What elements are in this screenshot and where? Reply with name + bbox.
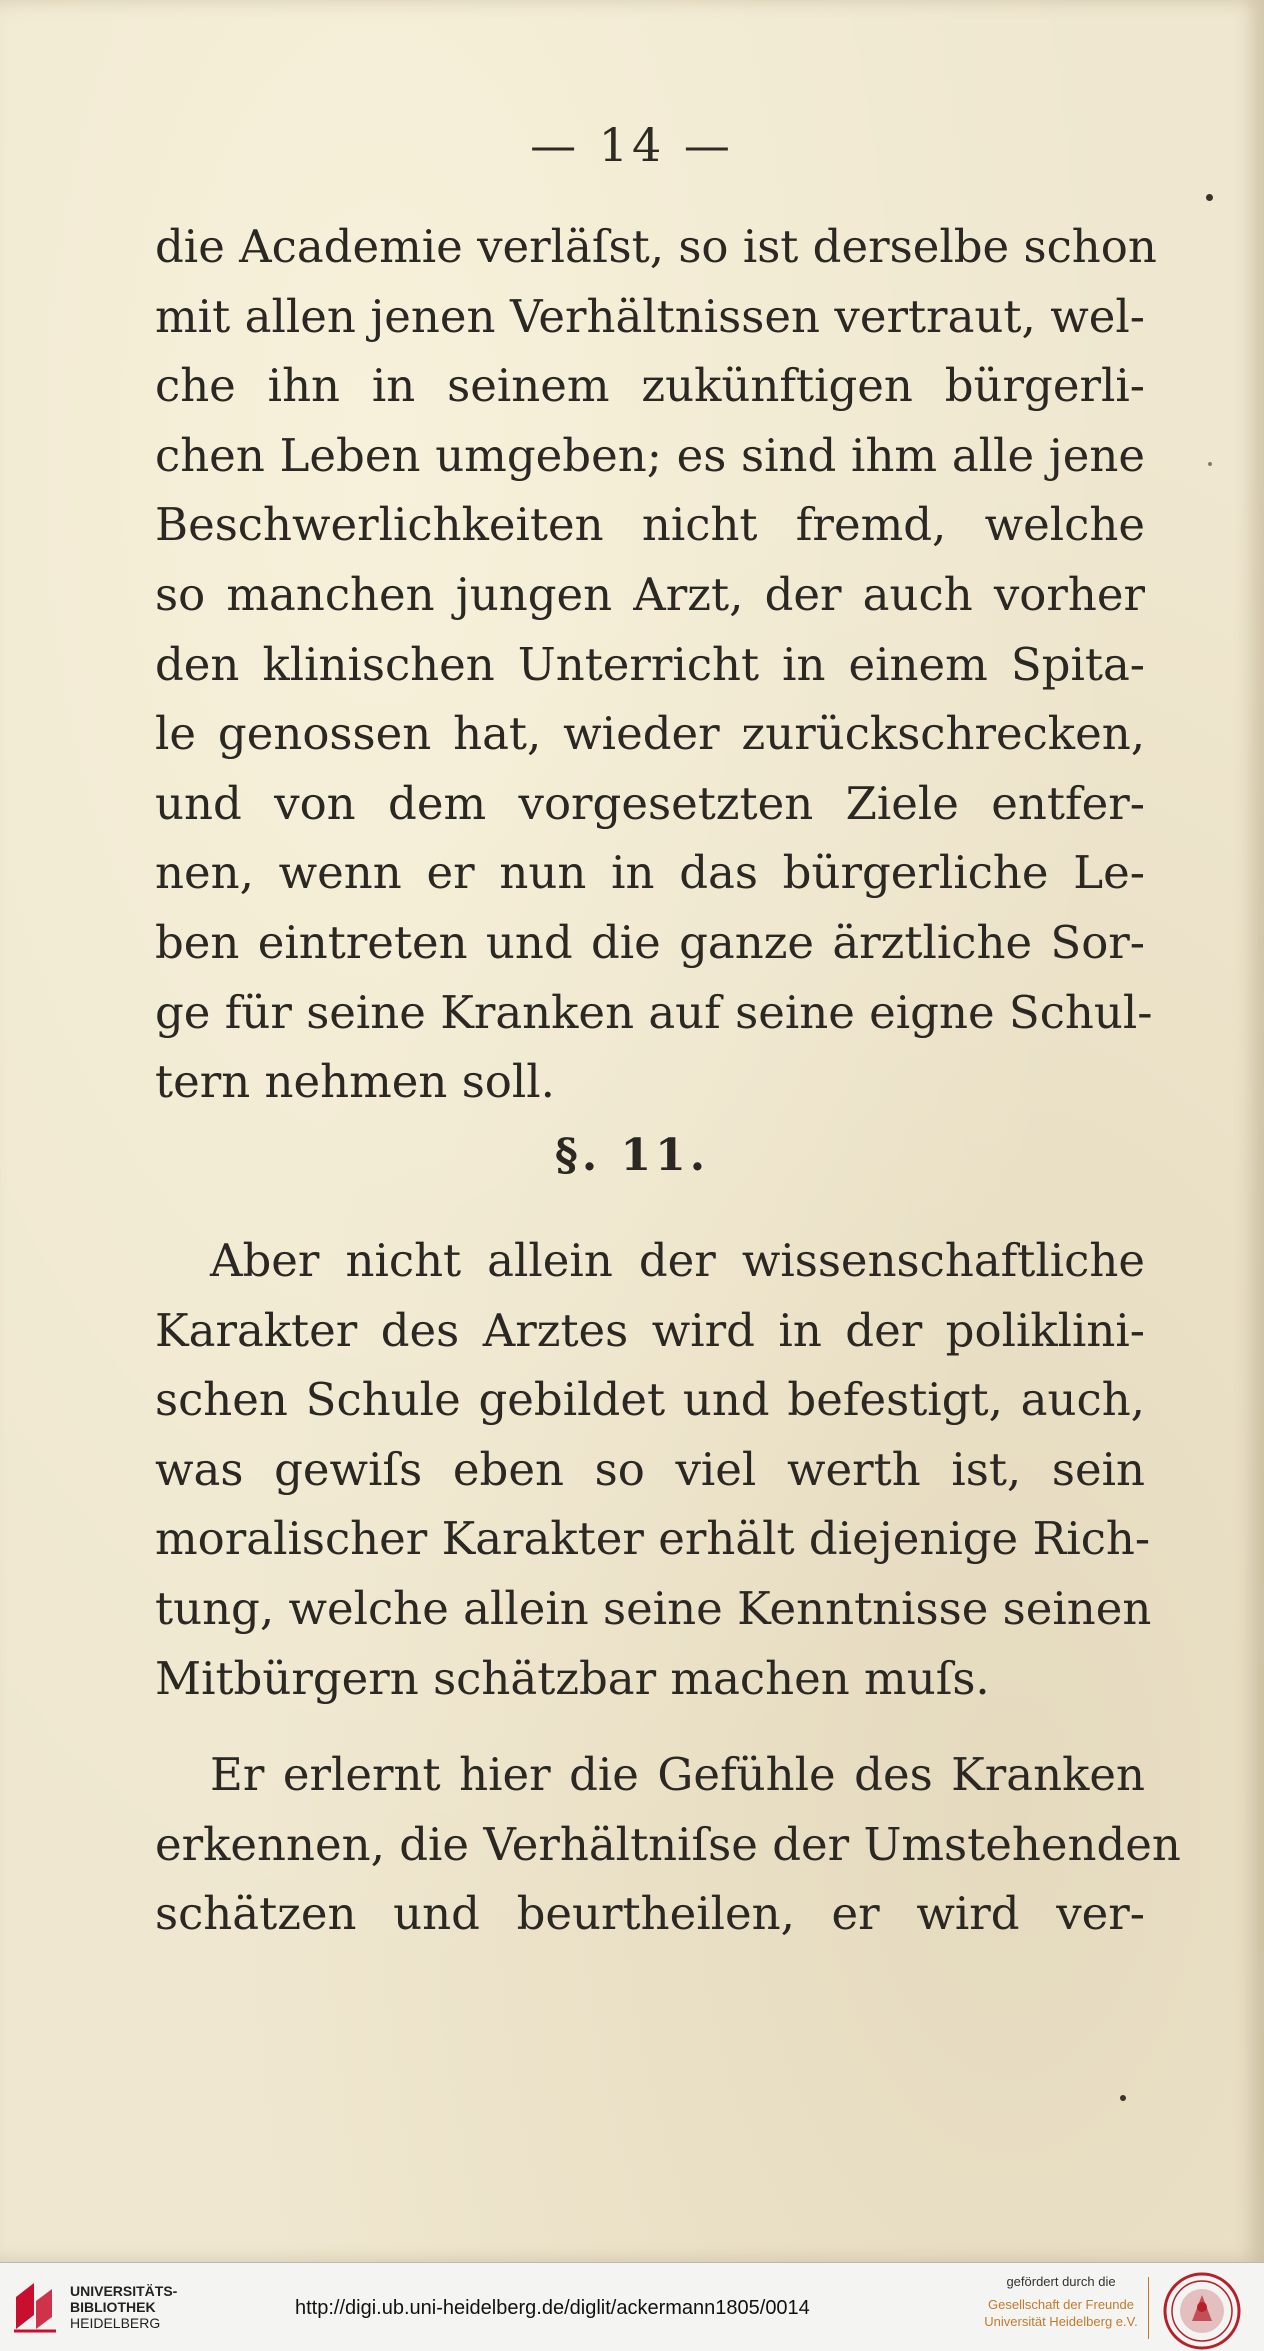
text-line: und von dem vorgesetzten Ziele entfer- (155, 776, 1145, 830)
text-line: den klinischen Unterricht in einem Spita- (155, 637, 1145, 691)
text-line: chen Leben umgeben; es sind ihm alle jene (155, 428, 1145, 482)
text-line: tern nehmen soll. (155, 1055, 555, 1109)
text-line: mit allen jenen Verhältnissen vertraut, wel- (155, 289, 1145, 343)
university-seal-icon (1162, 2271, 1242, 2351)
text-line: le genossen hat, wieder zurückschrecken, (155, 707, 1145, 761)
paragraph-2 (155, 1226, 1152, 1713)
library-logo-icon (12, 2279, 66, 2335)
text-line: moralischer Karakter erhält diejenige Rich- (155, 1512, 1151, 1566)
text-line: nen, wenn er nun in das bürgerliche Le- (155, 846, 1145, 900)
funding-credit (976, 2273, 1146, 2330)
text-line: Karakter des Arztes wird in der poliklini- (155, 1303, 1145, 1357)
library-name-line: BIBLIOTHEK (70, 2299, 156, 2315)
text-line: tung, welche allein seine Kenntnisse seinen (155, 1581, 1152, 1635)
text-line: ge für seine Kranken auf seine eigne Schul- (155, 985, 1153, 1039)
funding-org-line: Gesellschaft der Freunde (988, 2297, 1134, 2312)
section-heading: §. 11. (554, 1130, 710, 1181)
page-number: — 14 — (530, 118, 734, 172)
library-name (70, 2283, 177, 2331)
ink-speck (1120, 2095, 1126, 2101)
paragraph-1 (155, 212, 1157, 1117)
divider (1148, 2277, 1149, 2339)
funding-org-line: Universität Heidelberg e.V. (984, 2314, 1138, 2329)
document-url-link[interactable]: http://digi.ub.uni-heidelberg.de/diglit/ackermann1805/0014 (295, 2297, 810, 2319)
paragraph-3 (155, 1740, 1181, 1949)
library-name-line: HEIDELBERG (70, 2315, 161, 2331)
library-name-line: UNIVERSITÄTS- (70, 2283, 178, 2299)
text-line: schätzen und beurtheilen, er wird ver- (155, 1887, 1145, 1941)
text-line: schen Schule gebildet und befestigt, auch, (155, 1373, 1145, 1427)
text-line: die Academie verläſst, so ist derselbe schon (155, 220, 1157, 273)
funding-label: gefördert durch die (1006, 2274, 1116, 2289)
text-line: erkennen, die Verhältniſse der Umstehenden (155, 1817, 1181, 1871)
text-line: Aber nicht allein der wissenschaftliche (210, 1234, 1145, 1287)
text-line: che ihn in seinem zukünftigen bürgerli- (155, 359, 1145, 413)
digitization-footer (0, 2262, 1264, 2351)
ink-speck (1208, 462, 1212, 466)
text-line: so manchen jungen Arzt, der auch vorher (155, 567, 1145, 621)
ink-speck (1206, 194, 1213, 201)
text-line: ben eintreten und die ganze ärztliche Sor- (155, 915, 1145, 969)
text-line: Er erlernt hier die Gefühle des Kranken (210, 1748, 1145, 1801)
text-line: Mitbürgern schätzbar machen muſs. (155, 1651, 990, 1705)
text-line: was gewiſs eben so viel werth ist, sein (155, 1442, 1145, 1496)
text-line: Beschwerlichkeiten nicht fremd, welche (155, 498, 1145, 552)
